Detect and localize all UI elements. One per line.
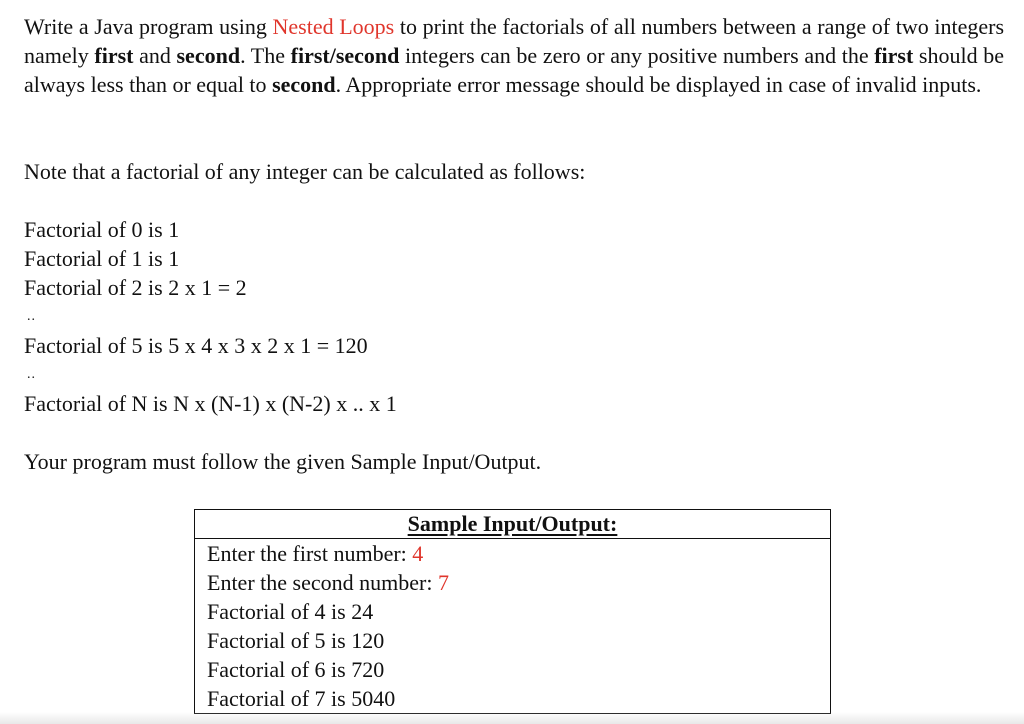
intro-text-3: and (133, 43, 177, 68)
bold-first-1: first (94, 43, 134, 68)
example-line: Factorial of 0 is 1 (24, 217, 180, 242)
example-line: Factorial of 5 is 5 x 4 x 3 x 2 x 1 = 120 (24, 333, 368, 358)
intro-text-4: . The (240, 43, 291, 68)
sample-io-header (195, 510, 830, 539)
intro-text-2: to print the factorials of all numbers between a range of two integers namely (24, 14, 1004, 68)
bold-second-1: second (176, 43, 241, 68)
bottom-edge-shadow (0, 712, 1024, 724)
example-line: Factorial of N is N x (N-1) x (N-2) x .. x 1 (24, 391, 397, 416)
bold-second-2: second (272, 72, 336, 97)
example-ellipsis: .. (27, 367, 36, 382)
input-first-value: 4 (412, 541, 424, 566)
intro-text-5: integers can be zero or any positive numbers and the (399, 43, 875, 68)
example-line: Factorial of 1 is 1 (24, 246, 180, 271)
sample-input-row-first (207, 539, 830, 568)
sample-io-rows (195, 539, 830, 713)
sample-input-row-second (207, 568, 830, 597)
sample-io-table (194, 509, 831, 714)
sample-io-title: Sample Input/Output: (407, 511, 618, 536)
assignment-content (24, 12, 1004, 474)
intro-text-1: Write a Java program using (24, 14, 273, 39)
sample-output-row: Factorial of 6 is 720 (207, 657, 385, 682)
prompt-second-number: Enter the second number: (207, 570, 438, 595)
problem-statement (24, 12, 1004, 99)
follow-instruction: Your program must follow the given Sample Input/Output. (24, 449, 542, 474)
factorial-note: Note that a factorial of any integer can be calculated as follows: (24, 159, 586, 184)
intro-text-6: should be always less than or equal to (24, 43, 1004, 97)
sample-output-row: Factorial of 7 is 5040 (207, 686, 396, 711)
input-second-value: 7 (437, 570, 449, 595)
nested-loops-highlight: Nested Loops (272, 14, 395, 39)
factorial-examples (24, 215, 397, 418)
example-ellipsis: .. (27, 309, 36, 324)
example-line: Factorial of 2 is 2 x 1 = 2 (24, 275, 247, 300)
prompt-first-number: Enter the first number: (207, 541, 413, 566)
bold-first-second: first/second (290, 43, 400, 68)
sample-output-row: Factorial of 4 is 24 (207, 599, 374, 624)
bold-first-2: first (874, 43, 914, 68)
intro-text-7: . Appropriate error message should be displayed in case of invalid inputs. (335, 72, 982, 97)
sample-output-row: Factorial of 5 is 120 (207, 628, 385, 653)
